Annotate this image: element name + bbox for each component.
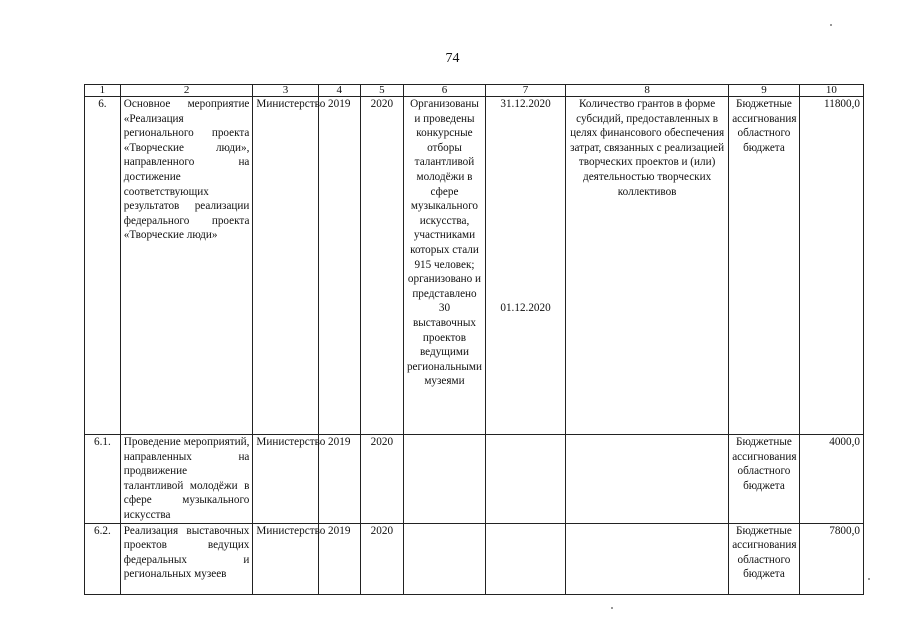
col-header: 10 <box>799 85 863 97</box>
page-number: 74 <box>445 51 460 66</box>
activity-name: Основное мероприятие «Реализация регионального проекта «Творческие люди», направленного на достижение соответствующих результатов реализации федерального проекта «Творческие люди» <box>120 97 253 435</box>
col-header: 7 <box>486 85 566 97</box>
col-header: 9 <box>729 85 800 97</box>
row-number: 6.2. <box>85 523 121 594</box>
executor: Министерство <box>253 435 318 524</box>
scan-speck <box>868 578 870 580</box>
amount: 4000,0 <box>799 435 863 524</box>
scan-speck <box>611 607 613 609</box>
col-header: 8 <box>566 85 729 97</box>
row-number: 6. <box>85 97 121 435</box>
col-header: 4 <box>318 85 360 97</box>
header-row <box>85 85 864 97</box>
indicator <box>566 523 729 594</box>
activity-name: Проведение мероприятий, направленных на продвижение талантливой молодёжи в сфере музыкального искусства <box>120 435 253 524</box>
col-header: 3 <box>253 85 318 97</box>
scan-speck <box>830 24 832 26</box>
table-row <box>85 523 864 594</box>
end-year: 2020 <box>360 523 403 594</box>
table-row <box>85 97 864 435</box>
col-header: 1 <box>85 85 121 97</box>
executor: Министерство <box>253 523 318 594</box>
start-year: 2019 <box>318 435 360 524</box>
amount: 11800,0 <box>799 97 863 435</box>
indicator: Количество грантов в форме субсидий, предоставленных в целях финансового обеспечения затрат, связанных с реализацией творческих проектов и (или) деятельностью творческих коллективов <box>566 97 729 435</box>
executor: Министерство <box>253 97 318 435</box>
activity-name: Реализация выставочных проектов ведущих федеральных и региональных музеев <box>120 523 253 594</box>
deadline-date: 31.12.2020 <box>500 98 551 110</box>
end-year: 2020 <box>360 97 403 435</box>
col-header: 6 <box>403 85 485 97</box>
col-header: 2 <box>120 85 253 97</box>
deadline-date <box>486 523 566 594</box>
indicator <box>566 435 729 524</box>
deadline-date <box>486 435 566 524</box>
funding-source: Бюджетные ассигнования областного бюджета <box>729 97 800 435</box>
col-header: 5 <box>360 85 403 97</box>
end-year: 2020 <box>360 435 403 524</box>
expected-result: Организованы и проведены конкурсные отборы талантливой молодёжи в сфере музыкального искусства, участниками которых стали 915 человек; организовано и представлено 30 выставочных проектов ведущими региональными музеями <box>403 97 485 435</box>
table-row <box>85 435 864 524</box>
deadline-date: 01.12.2020 <box>500 301 551 314</box>
amount: 7800,0 <box>799 523 863 594</box>
deadline-cell <box>486 97 566 435</box>
funding-source: Бюджетные ассигнования областного бюджета <box>729 435 800 524</box>
row-number: 6.1. <box>85 435 121 524</box>
start-year: 2019 <box>318 523 360 594</box>
program-table <box>84 84 864 595</box>
expected-result <box>403 435 485 524</box>
start-year: 2019 <box>318 97 360 435</box>
expected-result <box>403 523 485 594</box>
funding-source: Бюджетные ассигнования областного бюджета <box>729 523 800 594</box>
